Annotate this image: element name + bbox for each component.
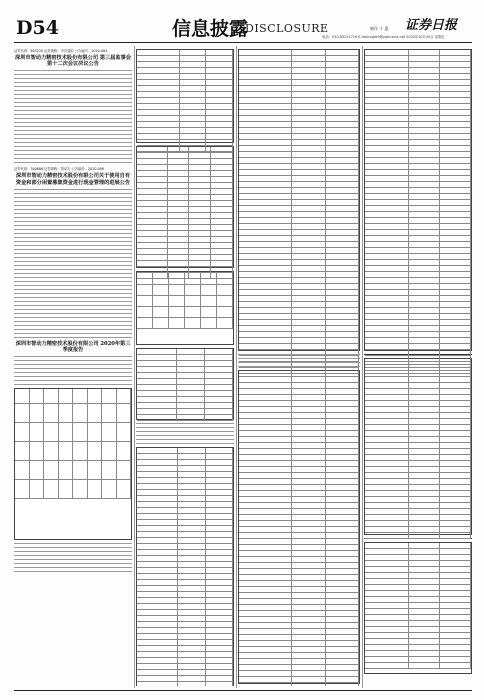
data-table — [136, 146, 234, 268]
body-text-block — [136, 423, 234, 444]
data-table — [136, 271, 234, 345]
announcement-headline: 深圳市智动力精密技术股份有限公司 2020年第三季度报告 — [15, 340, 131, 354]
data-table — [136, 447, 234, 686]
column-divider — [362, 46, 363, 688]
announcement-meta: 证券代码：603220 证券简称：中贝通信 公告编号：2020-084 — [14, 49, 108, 53]
data-table — [238, 49, 360, 351]
column-divider — [236, 46, 237, 688]
data-table — [364, 542, 472, 674]
announcement-headline: 深圳市智动力精密技术股份有限公司关于使用自有资金和部分闲置募集资金进行现金管理的进展公告 — [15, 173, 131, 186]
data-table — [136, 49, 234, 143]
section-title-english: DISCLOSURE — [245, 22, 329, 35]
announcement-headline: 深圳市智动力精密技术股份有限公司 第三届监事会第十二次会议决议公告 — [15, 55, 131, 68]
body-text-block — [14, 356, 132, 385]
section-title: 信息披露 — [172, 18, 249, 40]
column-divider — [134, 46, 135, 688]
data-table — [14, 388, 132, 540]
data-table — [136, 348, 234, 420]
footer-rule — [14, 690, 472, 691]
announcement-meta: 证券代码：300686 证券简称：智动力 公告编号：2020-098 — [14, 167, 104, 172]
column-1 — [14, 46, 132, 686]
newspaper-logo: 证券日报 — [405, 18, 458, 33]
body-text-block — [14, 70, 132, 163]
editor-credits: 制作 于 惠 — [370, 26, 389, 31]
column-2 — [136, 46, 234, 686]
masthead — [0, 0, 484, 44]
data-table — [364, 358, 472, 535]
data-table — [364, 49, 472, 351]
body-text-block — [14, 189, 132, 338]
column-3 — [238, 46, 360, 686]
page-number: D54 — [16, 17, 59, 39]
contact-line: 电话：010-83251716 E-mail:zqrb9@zqrb.sina.net 2020年10月30日 星期五 — [322, 35, 445, 39]
data-table — [238, 370, 360, 684]
body-text-block — [14, 543, 132, 572]
column-4 — [364, 46, 472, 686]
masthead-rule — [14, 42, 472, 43]
